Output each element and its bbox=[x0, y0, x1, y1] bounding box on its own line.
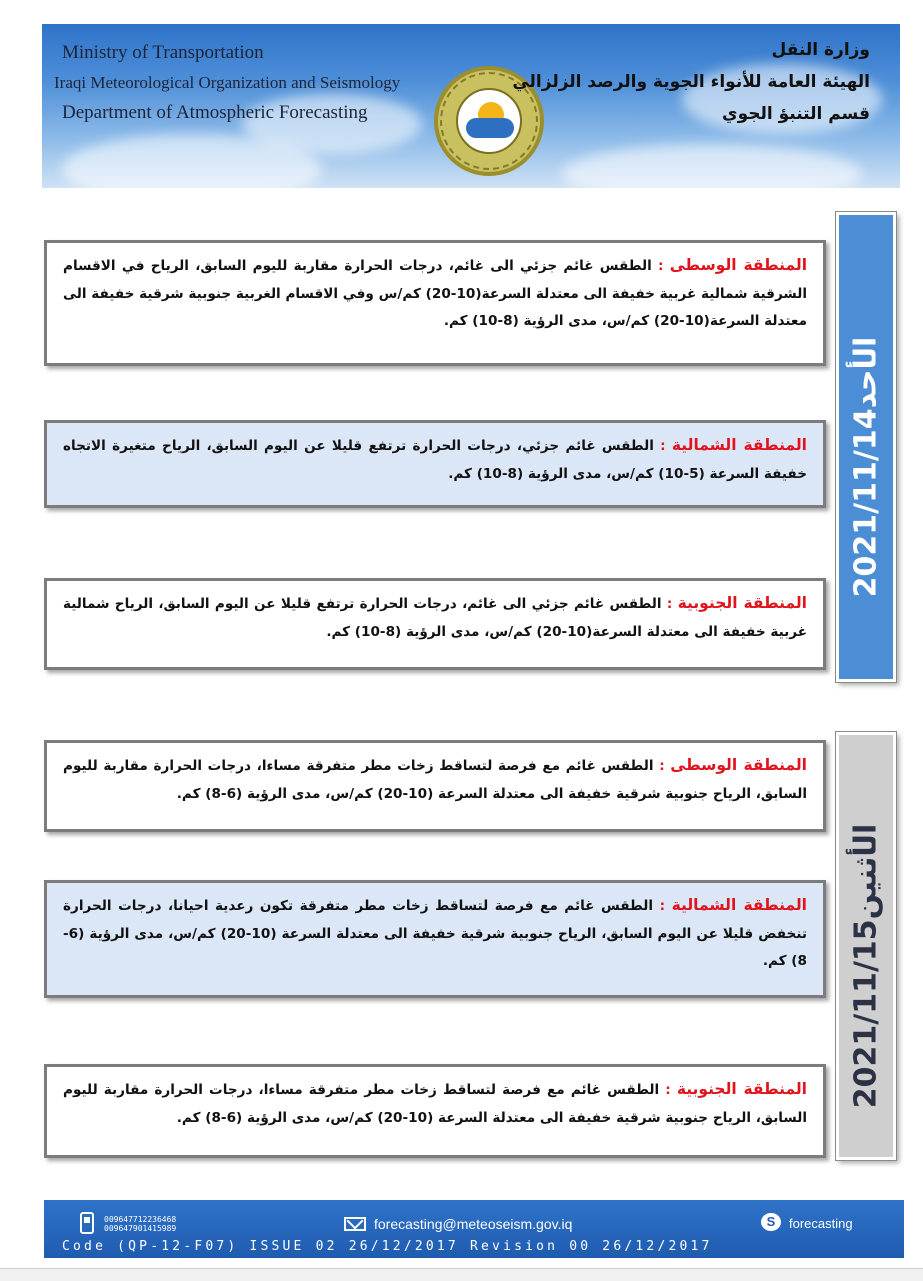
department-name-en: Department of Atmospheric Forecasting bbox=[62, 102, 368, 123]
header-english bbox=[54, 38, 401, 128]
region-label: المنطقة الوسطى bbox=[669, 256, 808, 274]
ministry-name-en: Ministry of Transportation bbox=[62, 42, 264, 63]
region-label: المنطقة الشمالية bbox=[671, 896, 807, 914]
document-code: Code (QP-12-F07) ISSUE 02 26/12/2017 Revision 00 26/12/2017 bbox=[62, 1239, 713, 1254]
forecast-text: الطقس غائم جزئي، درجات الحرارة ترتفع قليلا عن اليوم السابق، الرياح متغيرة الاتجاه خفيفة السرعة (5-10) كم/س، مدى الرؤية (8-10) كم. bbox=[63, 438, 807, 482]
contact-footer bbox=[44, 1200, 904, 1258]
day-label-monday bbox=[836, 732, 896, 1160]
forecast-card-central-day1: المنطقة الوسطى : الطقس غائم جزئي الى غائم، درجات الحرارة مقاربة لليوم السابق، الرياح في الاقسام الشرقية شمالية غربية خفيفة الى معتدلة السرعة(10-20) كم/س وفي الاقسام الغربية جنوبية شرقية خفيفة الى معتدلة السرعة(10-20) كم/س، مدى الرؤية (8-10) كم. bbox=[44, 240, 826, 366]
forecast-card-central-day2: المنطقة الوسطى : الطقس غائم مع فرصة لتساقط زخات مطر متفرقة مساءا، درجات الحرارة مقاربة لليوم السابق، الرياح جنوبية شرقية خفيفة الى معتدلة السرعة (10-20) كم/س، مدى الرؤية (6-8) كم. bbox=[44, 740, 826, 832]
forecast-text: الطقس غائم جزئي الى غائم، درجات الحرارة مقاربة لليوم السابق، الرياح في الاقسام الشرقية شمالية غربية خفيفة الى معتدلة السرعة(10-20) كم/س وفي الاقسام الغربية جنوبية شرقية خفيفة الى معتدلة السرعة(10-20) كم/س، مدى الرؤية (8-10) كم. bbox=[63, 258, 808, 329]
forecast-card-north-day1: المنطقة الشمالية : الطقس غائم جزئي، درجات الحرارة ترتفع قليلا عن اليوم السابق، الرياح متغيرة الاتجاه خفيفة السرعة (5-10) كم/س، مدى الرؤية (8-10) كم. bbox=[44, 420, 826, 508]
header-banner bbox=[42, 24, 900, 188]
ministry-name-ar: وزارة النقل bbox=[771, 40, 870, 60]
forecast-text: الطقس غائم جزئي الى غائم، درجات الحرارة ترتفع قليلا عن اليوم السابق، الرياح شمالية غربية خفيفة الى معتدلة السرعة(10-20) كم/س، مدى الرؤية (8-10) كم. bbox=[63, 596, 807, 640]
phone-numbers bbox=[104, 1215, 176, 1233]
phone-icon bbox=[80, 1212, 94, 1234]
day-date: 2021/11/14 bbox=[848, 408, 884, 598]
forecast-text: الطقس غائم مع فرصة لتساقط زخات مطر متفرقة تكون رعدية احيانا، درجات الحرارة تنخفض قليلا عن اليوم السابق، الرياح جنوبية شرقية خفيفة الى معتدلة السرعة (10-20) كم/س، مدى الرؤية (6-8) كم. bbox=[63, 898, 807, 969]
skype-handle: forecasting bbox=[789, 1216, 853, 1231]
day-date: 2021/11/15 bbox=[848, 919, 884, 1109]
forecast-card-north-day2: المنطقة الشمالية : الطقس غائم مع فرصة لتساقط زخات مطر متفرقة تكون رعدية احيانا، درجات الحرارة تنخفض قليلا عن اليوم السابق، الرياح جنوبية شرقية خفيفة الى معتدلة السرعة (10-20) كم/س، مدى الرؤية (6-8) كم. bbox=[44, 880, 826, 998]
mail-icon bbox=[344, 1217, 366, 1231]
header-arabic bbox=[512, 34, 870, 130]
day-label-sunday bbox=[836, 212, 896, 682]
forecast-text: الطقس غائم مع فرصة لتساقط زخات مطر متفرقة مساءا، درجات الحرارة مقاربة لليوم السابق، الرياح جنوبية شرقية خفيفة الى معتدلة السرعة (10-20) كم/س، مدى الرؤية (6-8) كم. bbox=[63, 1082, 807, 1126]
region-label: المنطقة الوسطى bbox=[670, 756, 807, 774]
skype-icon: S bbox=[761, 1213, 781, 1231]
day-name: الأثنين bbox=[848, 823, 884, 920]
forecast-card-south-day1: المنطقة الجنوبية : الطقس غائم جزئي الى غائم، درجات الحرارة ترتفع قليلا عن اليوم السابق، الرياح شمالية غربية خفيفة الى معتدلة السرعة(10-20) كم/س، مدى الرؤية (8-10) كم. bbox=[44, 578, 826, 670]
organization-name-en: Iraqi Meteorological Organization and Seismology bbox=[54, 73, 401, 92]
forecast-card-south-day2: المنطقة الجنوبية : الطقس غائم مع فرصة لتساقط زخات مطر متفرقة مساءا، درجات الحرارة مقاربة لليوم السابق، الرياح جنوبية شرقية خفيفة الى معتدلة السرعة (10-20) كم/س، مدى الرؤية (6-8) كم. bbox=[44, 1064, 826, 1158]
organization-name-ar: الهيئة العامة للأنواء الجوية والرصد الزلزالي bbox=[512, 72, 870, 92]
department-name-ar: قسم التنبؤ الجوي bbox=[722, 104, 870, 124]
day-name: الأحد bbox=[848, 336, 884, 409]
phone-number: 009647712236468 bbox=[104, 1215, 177, 1224]
phone-number: 009647901415989 bbox=[104, 1224, 177, 1233]
region-label: المنطقة الجنوبية bbox=[677, 594, 807, 612]
forecast-text: الطقس غائم مع فرصة لتساقط زخات مطر متفرقة مساءا، درجات الحرارة مقاربة لليوم السابق، الرياح جنوبية شرقية خفيفة الى معتدلة السرعة (10-20) كم/س، مدى الرؤية (6-8) كم. bbox=[63, 758, 807, 802]
region-label: المنطقة الجنوبية bbox=[676, 1080, 807, 1098]
email-link[interactable]: forecasting@meteoseism.gov.iq bbox=[374, 1216, 573, 1232]
page-bottom-edge bbox=[0, 1268, 923, 1281]
region-label: المنطقة الشمالية bbox=[671, 436, 807, 454]
